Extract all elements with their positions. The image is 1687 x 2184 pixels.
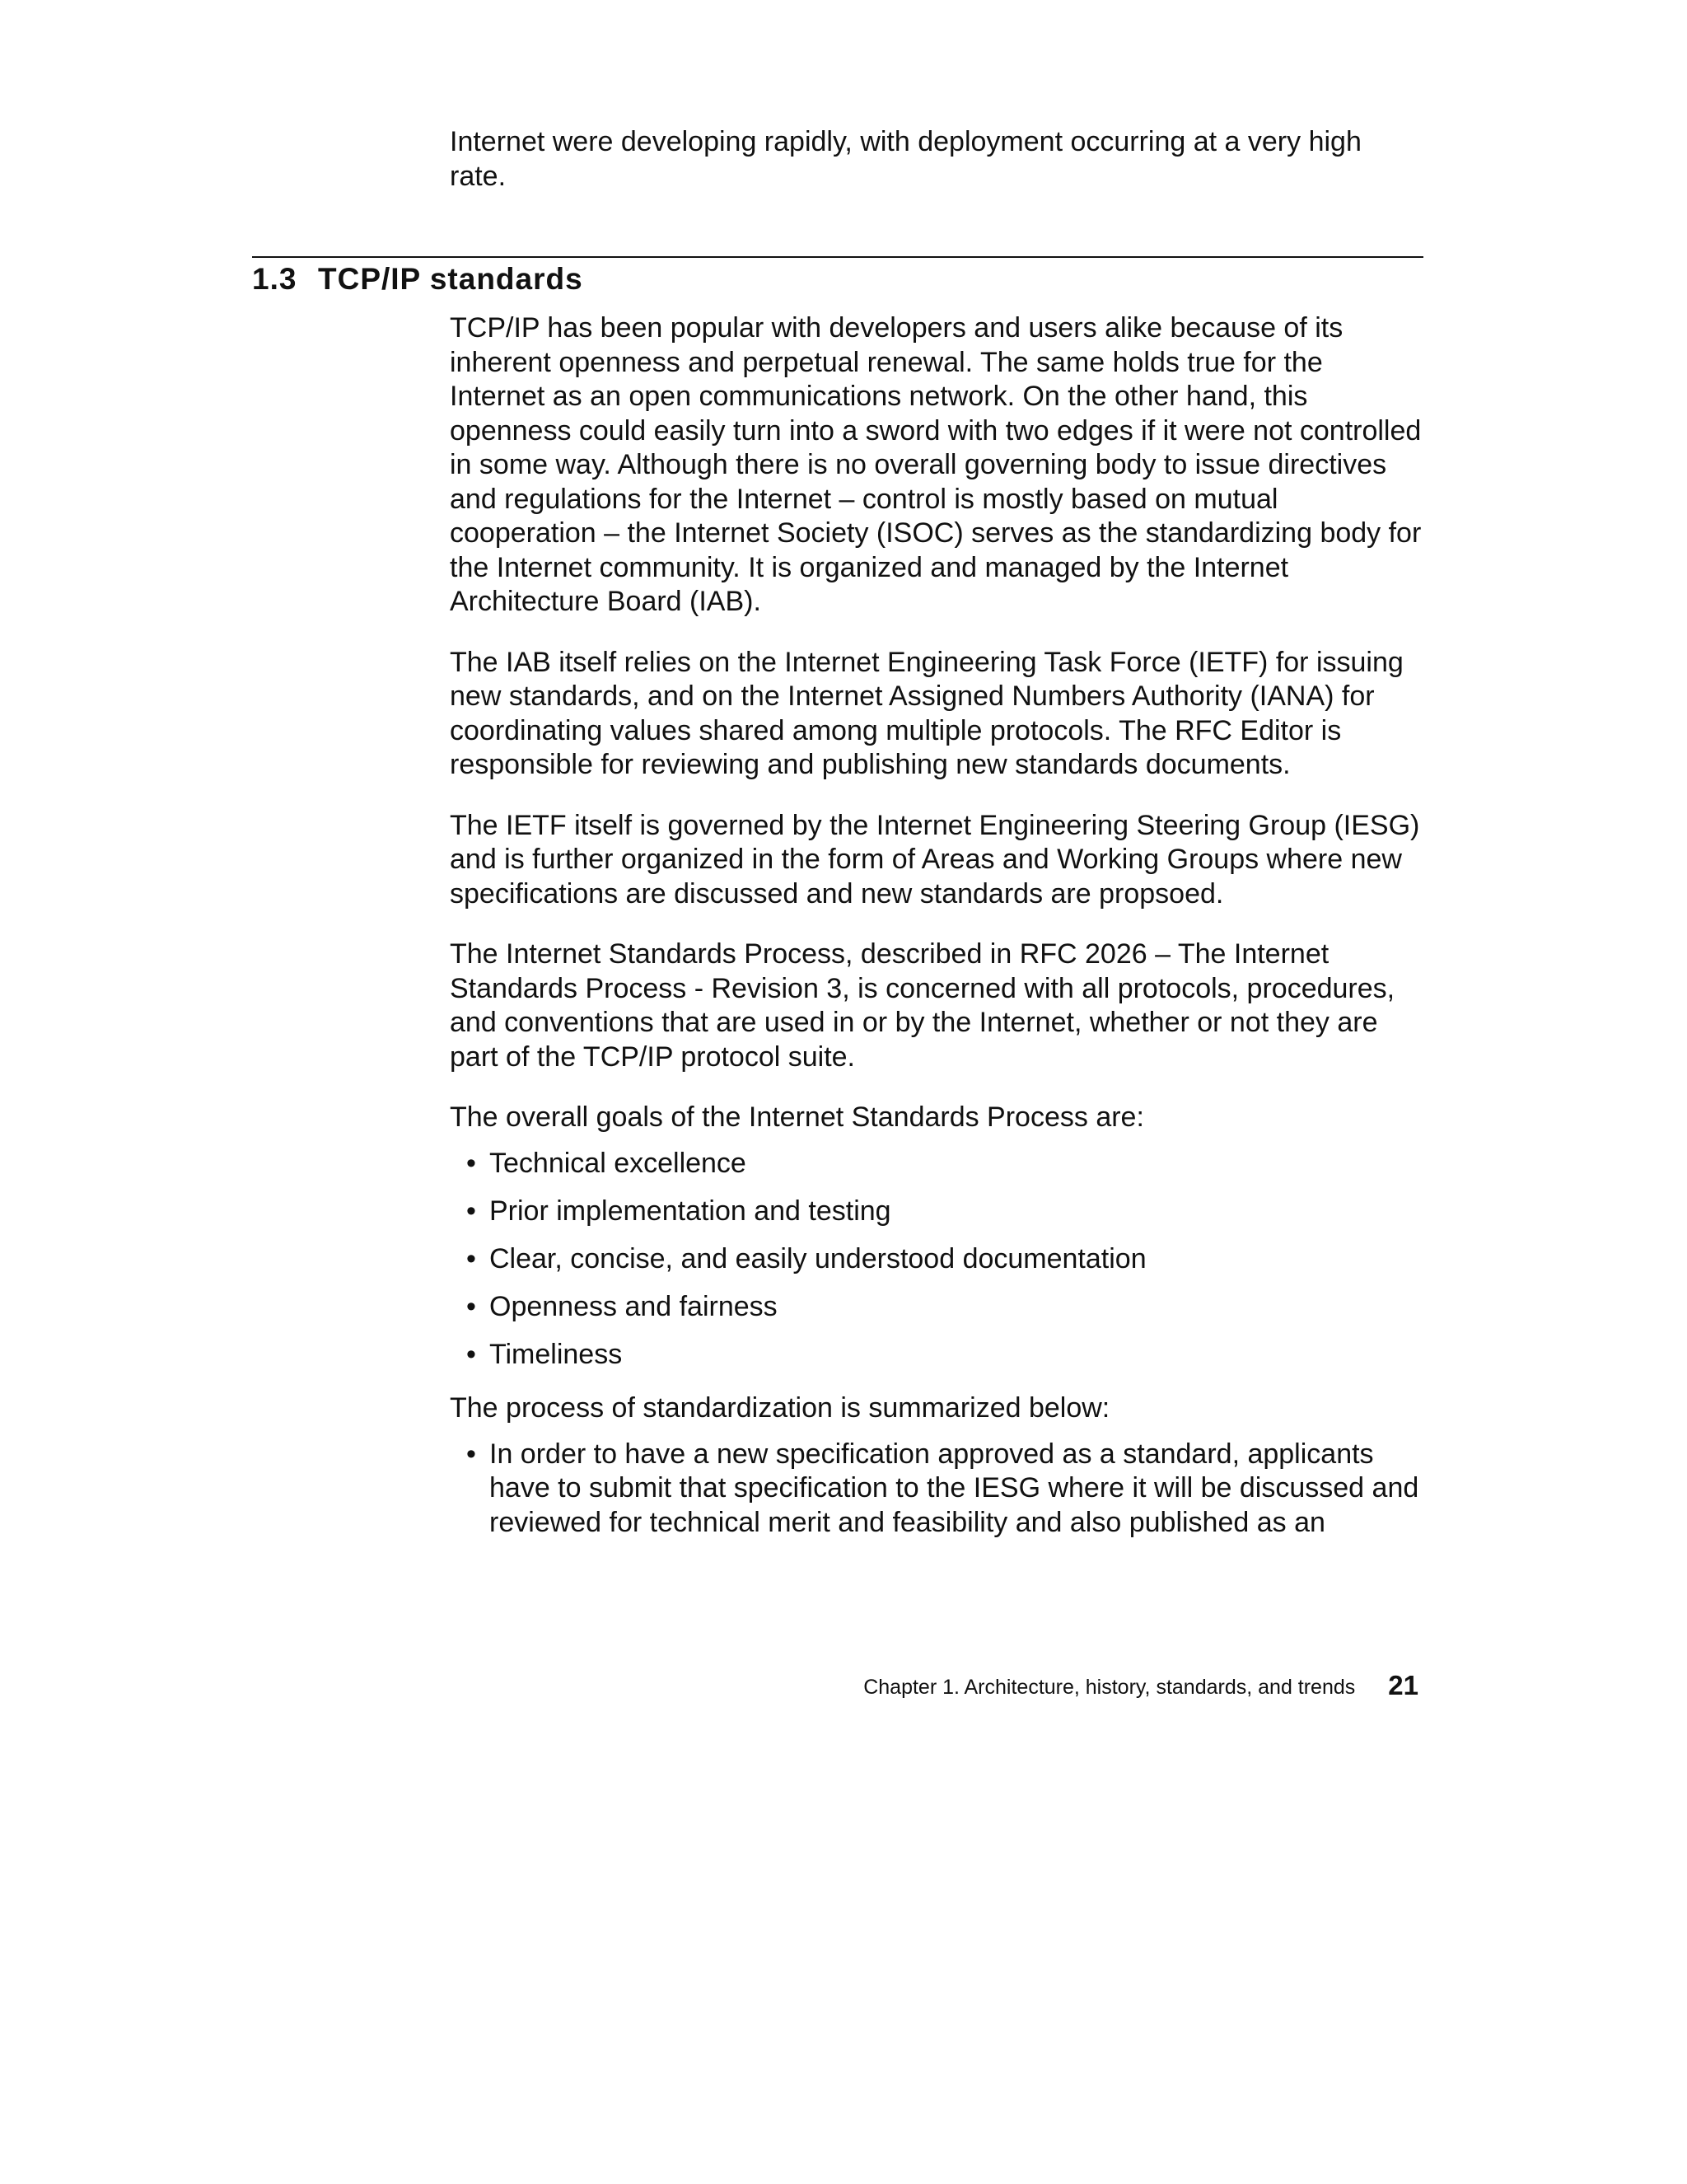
goals-intro: The overall goals of the Internet Standards Process are: xyxy=(450,1101,1144,1133)
list-item-text: Clear, concise, and easily understood documentation xyxy=(489,1242,1147,1274)
list-item xyxy=(450,1338,1422,1373)
footer-chapter-title: Chapter 1. Architecture, history, standards, and trends xyxy=(863,1676,1356,1699)
page-number: 21 xyxy=(1388,1670,1418,1700)
intro-paragraph xyxy=(450,125,1422,220)
section-divider xyxy=(252,256,1423,258)
list-item-text: Technical excellence xyxy=(489,1147,746,1179)
bullet-icon: • xyxy=(466,1338,476,1370)
paragraph: The IAB itself relies on the Internet Engineering Task Force (IETF) for issuing new standards, and on the Internet Assigned Numbers Authority (IANA) for coordinating values shared among multiple protocols. The RFC Editor is responsible for reviewing and publishing new standards documents. xyxy=(450,646,1404,780)
bullet-icon: • xyxy=(466,1438,476,1470)
process-intro: The process of standardization is summarized below: xyxy=(450,1392,1110,1424)
section-body xyxy=(450,311,1422,1554)
bullet-icon: • xyxy=(466,1195,476,1227)
list-item xyxy=(450,1290,1422,1325)
bullet-icon: • xyxy=(466,1242,476,1274)
paragraph: The IETF itself is governed by the Internet Engineering Steering Group (IESG) and is further organized in the form of Areas and Working Groups where new specifications are discussed and new standards are propsoed. xyxy=(450,809,1420,910)
paragraph: TCP/IP has been popular with developers and users alike because of its inherent openness and perpetual renewal. The same holds true for the Internet as an open communications network. On the other hand, this openness could easily turn into a sword with two edges if it were not controlled in some way. Although there is no overall governing body to issue directives and regulations for the Internet – control is mostly based on mutual cooperation – the Internet Society (ISOC) serves as the standardizing body for the Internet community. It is organized and managed by the Internet Architecture Board (IAB). xyxy=(450,312,1422,617)
intro-text: Internet were developing rapidly, with deployment occurring at a very high rate. xyxy=(450,126,1362,192)
list-item xyxy=(450,1438,1422,1541)
page-footer xyxy=(863,1669,1418,1704)
list-item xyxy=(450,1242,1422,1277)
section-heading xyxy=(252,260,583,298)
process-list xyxy=(450,1438,1422,1541)
list-item-text: Timeliness xyxy=(489,1338,623,1370)
list-item-text: Prior implementation and testing xyxy=(489,1195,891,1227)
paragraph: The Internet Standards Process, described in RFC 2026 – The Internet Standards Process - Revision 3, is concerned with all protocols, procedures, and conventions that are used in or by the Internet, whether or not they are part of the TCP/IP protocol suite. xyxy=(450,938,1395,1073)
list-item xyxy=(450,1195,1422,1229)
bullet-icon: • xyxy=(466,1290,476,1322)
bullet-icon: • xyxy=(466,1147,476,1179)
goals-list xyxy=(450,1147,1422,1373)
list-item xyxy=(450,1147,1422,1181)
list-item-text: In order to have a new specification approved as a standard, applicants have to submit that specification to the IESG where it will be discussed and reviewed for technical merit and feasibility and also published as an xyxy=(489,1438,1419,1538)
section-title: TCP/IP standards xyxy=(318,262,583,296)
section-number: 1.3 xyxy=(252,262,297,296)
list-item-text: Openness and fairness xyxy=(489,1290,778,1322)
